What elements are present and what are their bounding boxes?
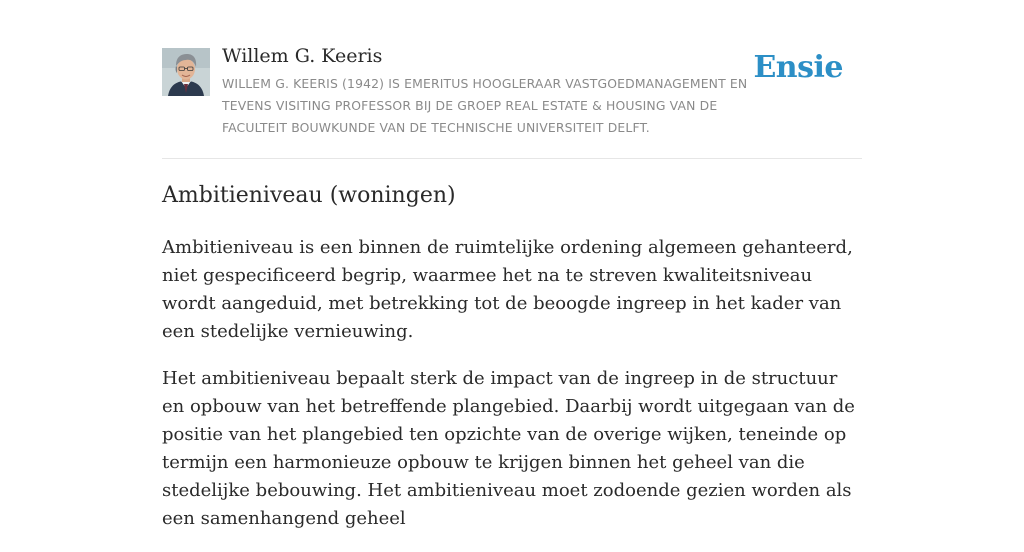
author-bio: WILLEM G. KEERIS (1942) IS EMERITUS HOOGLERAAR VASTGOEDMANAGEMENT EN TEVENS VISITING PROFESSOR BIJ DE GROEP REAL ESTATE & HOUSING VAN DE FACULTEIT BOUWKUNDE VAN DE TECHNISCHE UNIVERSITEIT DELFT. [222,76,748,135]
author-portrait-icon [162,48,210,96]
article-title: Ambitieniveau (woningen) [162,183,456,208]
article [162,178,862,552]
brand-logo[interactable]: Ensie [753,50,843,85]
author-header [162,44,862,159]
article-paragraph: Ambitieniveau is een binnen de ruimtelijke ordening algemeen gehanteerd, niet gespecificeerd begrip, waarmee het na te streven kwaliteitsniveau wordt aangeduid, met betrekking tot de beoogde ingreep in het kader van een stedelijke vernieuwing. [162,237,853,342]
author-name[interactable]: Willem G. Keeris [222,45,383,67]
avatar[interactable] [162,48,210,96]
article-paragraph: Het ambitieniveau bepaalt sterk de impact van de ingreep in de structuur en opbouw van het betreffende plangebied. Daarbij wordt uitgegaan van de positie van het plangebied ten opzichte van de overige wijken, teneinde op termijn een harmonieuze opbouw te krijgen binnen het geheel van die stedelijke bebouwing. Het ambitieniveau moet zodoende gezien worden als een samenhangend geheel [162,368,855,529]
